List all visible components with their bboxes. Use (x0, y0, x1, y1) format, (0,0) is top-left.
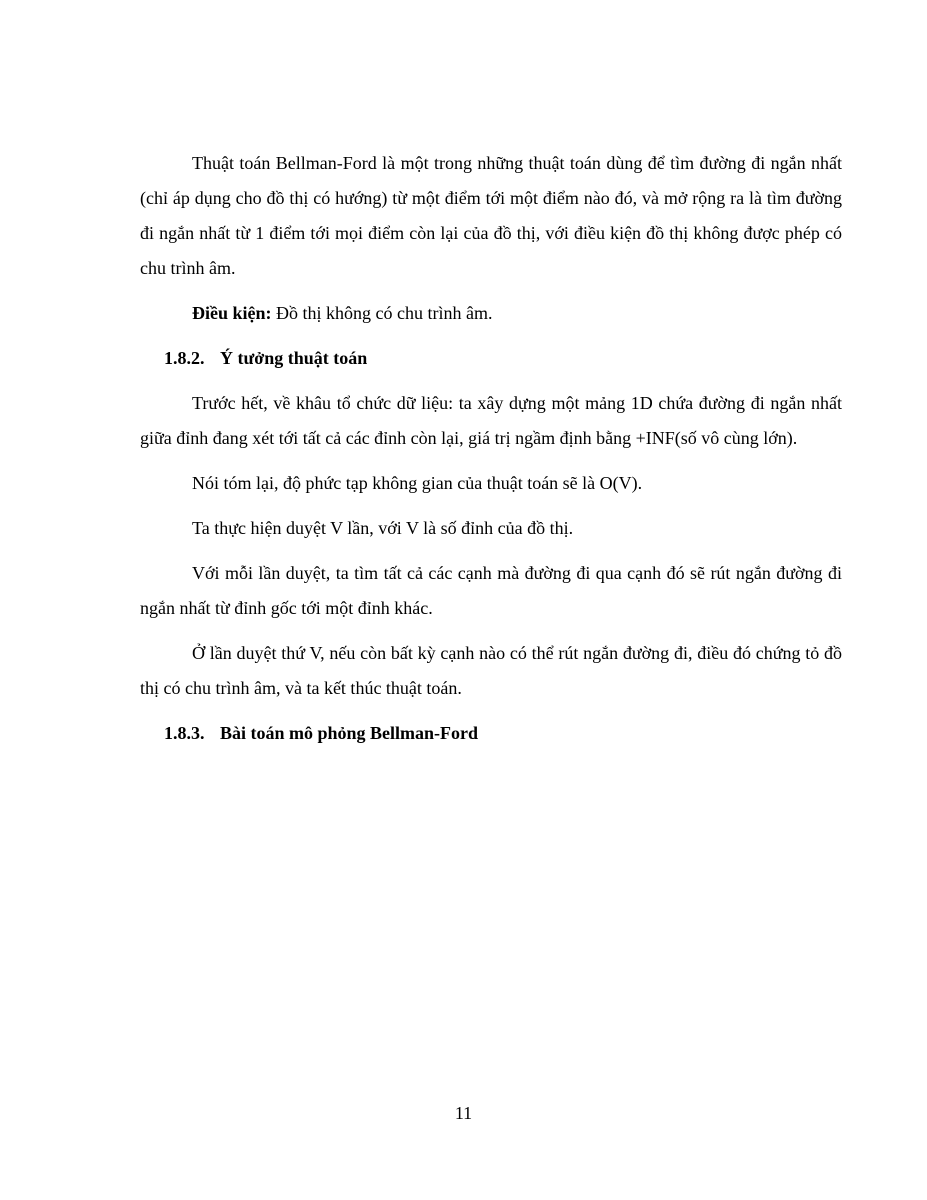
page-number: 11 (454, 1103, 473, 1123)
page-content (140, 146, 842, 751)
idea-paragraph-4: Với mỗi lần duyệt, ta tìm tất cả các cạnh mà đường đi qua cạnh đó sẽ rút ngắn đường đi ngắn nhất từ đỉnh gốc tới một đỉnh khác. (140, 563, 842, 618)
condition-paragraph (140, 296, 842, 331)
section-number: 1.8.2. (164, 348, 205, 368)
section-heading-1-8-3 (140, 716, 842, 751)
idea-paragraph-1: Trước hết, về khâu tổ chức dữ liệu: ta xây dựng một mảng 1D chứa đường đi ngắn nhất giữa đỉnh đang xét tới tất cả các đỉnh còn lại, giá trị ngầm định bằng +INF(số vô cùng lớn). (140, 393, 842, 448)
condition-text: Đồ thị không có chu trình âm. (271, 303, 493, 323)
section-number: 1.8.3. (164, 723, 205, 743)
idea-paragraph-3: Ta thực hiện duyệt V lần, với V là số đỉnh của đồ thị. (192, 518, 574, 538)
intro-paragraph: Thuật toán Bellman-Ford là một trong những thuật toán dùng để tìm đường đi ngắn nhất (chỉ áp dụng cho đồ thị có hướng) từ một điểm tới một điểm nào đó, và mở rộng ra là tìm đường đi ngắn nhất từ 1 điểm tới mọi điểm còn lại của đồ thị, với điều kiện đồ thị không được phép có chu trình âm. (140, 153, 842, 278)
idea-paragraph-2: Nói tóm lại, độ phức tạp không gian của thuật toán sẽ là O(V). (192, 473, 643, 493)
idea-paragraph-5: Ở lần duyệt thứ V, nếu còn bất kỳ cạnh nào có thể rút ngắn đường đi, điều đó chứng tỏ đồ thị có chu trình âm, và ta kết thúc thuật toán. (140, 643, 842, 698)
section-title: Ý tưởng thuật toán (220, 348, 368, 368)
condition-label: Điều kiện: (192, 303, 272, 323)
section-heading-1-8-2 (140, 341, 842, 376)
section-title: Bài toán mô phỏng Bellman-Ford (220, 723, 479, 743)
